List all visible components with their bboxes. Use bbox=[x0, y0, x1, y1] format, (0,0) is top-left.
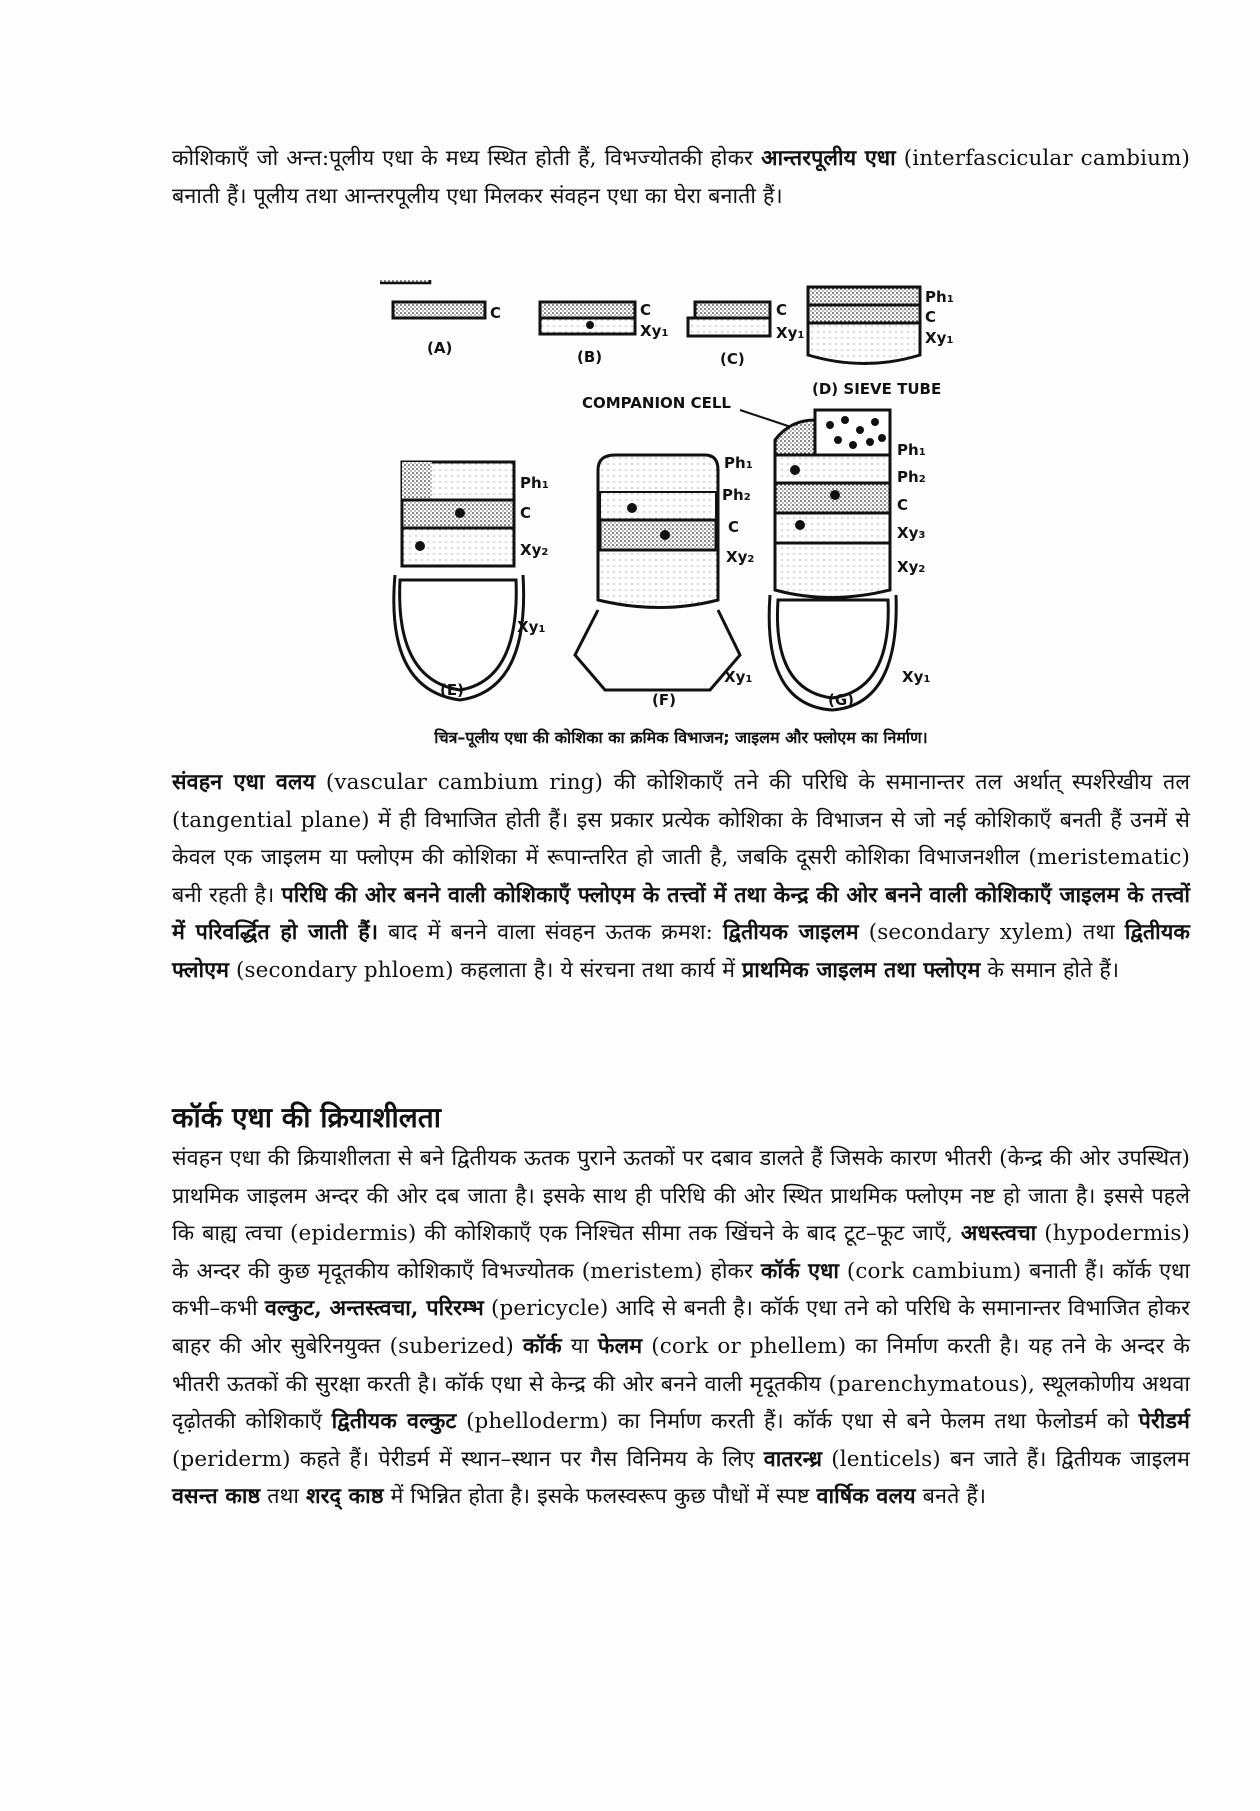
label-ph2: Ph2 bbox=[722, 486, 751, 504]
text-run: (cork cambium) बनाती हैं। कॉर्क एधा कभी–कभी bbox=[172, 1258, 1191, 1322]
label-c: C bbox=[776, 301, 788, 319]
label-c: C bbox=[925, 308, 937, 326]
bold-term: वल्कुट, अन्तस्त्वचा, परिरम्भ bbox=[264, 1296, 484, 1322]
paragraph-vascular-cambium-ring bbox=[172, 764, 1190, 990]
text-run: (interfascicular cambium) बनाती हैं। पूलीय तथा आन्तरपूलीय एधा मिलकर संवहन एधा का घेरा बनाती हैं। bbox=[172, 146, 1190, 209]
label-xy1: Xy1 bbox=[640, 322, 669, 340]
figure-caption: चित्र–पूलीय एधा की कोशिका का क्रमिक विभाजन; जाइलम और फ्लोएम का निर्माण। bbox=[434, 728, 928, 747]
label-ph1: Ph1 bbox=[520, 474, 549, 492]
paragraph-cork-cambium-activity bbox=[172, 1140, 1190, 1516]
text-run: बनते हैं। bbox=[915, 1484, 987, 1510]
bold-term: कॉर्क एधा bbox=[760, 1258, 840, 1284]
text-run: (pericycle) आदि से बनती है। कॉर्क एधा तने को परिधि के समानान्तर विभाजित होकर बाहर की ओर सुबेरिनयुक्त (suberized) bbox=[172, 1296, 1190, 1359]
text-run: तथा bbox=[260, 1484, 306, 1510]
label-xy2: Xy2 bbox=[897, 558, 926, 576]
label-c: C bbox=[490, 304, 502, 322]
label-xy2: Xy2 bbox=[520, 541, 549, 559]
label-ph1: Ph1 bbox=[897, 441, 926, 459]
bold-term: प्राथमिक जाइलम तथा फ्लोएम bbox=[742, 957, 981, 983]
label-ph1: Ph1 bbox=[724, 454, 753, 472]
sieve-tube-label: (D) SIEVE TUBE bbox=[812, 380, 942, 398]
label-c: C bbox=[520, 504, 532, 522]
text-run: (lenticels) बन जाते हैं। द्वितीयक जाइलम bbox=[822, 1446, 1190, 1472]
bold-term: वातरन्ध्र bbox=[763, 1446, 823, 1472]
bold-term: फेलम bbox=[597, 1333, 643, 1359]
text-run: में भिन्नित होता है। इसके फलस्वरूप कुछ पौधों में स्पष्ट bbox=[383, 1484, 817, 1510]
label-xy1: Xy1 bbox=[902, 668, 931, 686]
companion-cell-label: COMPANION CELL bbox=[582, 394, 731, 412]
panel-a bbox=[380, 280, 430, 283]
figure-illustration bbox=[380, 280, 1000, 720]
paragraph-interfascicular-cambium bbox=[172, 140, 1190, 215]
panel-label-g: (G) bbox=[828, 691, 855, 709]
text-run: (periderm) कहते हैं। पेरीडर्म में स्थान–स्थान पर गैस विनिमय के लिए bbox=[172, 1446, 764, 1472]
bold-term: वसन्त काष्ठ bbox=[172, 1484, 261, 1510]
text-run: के समान होते हैं। bbox=[980, 957, 1120, 983]
bold-term: द्वितीयक फ्लोएम bbox=[172, 920, 1190, 983]
label-xy3: Xy3 bbox=[897, 524, 926, 542]
text-run: बाद में बनने वाला संवहन ऊतक क्रमश: bbox=[378, 920, 723, 946]
bold-term: आन्तरपूलीय एधा bbox=[761, 146, 896, 171]
bold-term: वार्षिक वलय bbox=[816, 1484, 916, 1510]
label-xy1: Xy1 bbox=[925, 329, 954, 347]
bold-term: द्वितीयक जाइलम bbox=[722, 920, 859, 946]
bold-term: पेरीडर्म bbox=[1138, 1409, 1190, 1435]
panel-label-c: (C) bbox=[720, 350, 745, 368]
section-heading-cork-cambium: कॉर्क एधा की क्रियाशीलता bbox=[172, 1101, 441, 1134]
label-c: C bbox=[897, 496, 909, 514]
text-run: (secondary xylem) तथा bbox=[858, 920, 1125, 946]
text-run: (cork or phellem) का निर्माण करती है। यह तने के अन्दर के भीतरी ऊतकों की सुरक्षा करती है। कॉर्क एधा से केन्द्र की ओर बनने वाली मृदूतकीय (parenchymatous), स्थूलकोणीय अथवा दृढ़ोतकी कोशिकाएँ bbox=[172, 1333, 1190, 1435]
text-run: (hypodermis) के अन्दर की कुछ मृदूतकीय कोशिकाएँ विभज्योतक (meristem) होकर bbox=[172, 1221, 1190, 1284]
label-ph1: Ph1 bbox=[925, 288, 954, 306]
cambium-division-figure bbox=[380, 280, 1000, 720]
text-run: संवहन एधा की क्रियाशीलता से बने द्वितीयक ऊतक पुराने ऊतकों पर दबाव डालते हैं जिसके कारण भीतरी (केन्द्र की ओर उपस्थित) प्राथमिक जाइलम अन्दर की ओर दब जाता है। इसके साथ ही परिधि की ओर स्थित प्राथमिक फ्लोएम नष्ट हो जाता है। इससे पहले कि बाह्य त्वचा (epidermis) की कोशिकाएँ एक निश्चित सीमा तक खिंचने के बाद टूट–फूट जाएँ, bbox=[172, 1146, 1190, 1247]
label-c: C bbox=[640, 301, 652, 319]
label-c: C bbox=[728, 518, 740, 536]
text-run: (secondary phloem) कहलाता है। ये संरचना तथा कार्य में bbox=[229, 957, 743, 983]
label-ph2: Ph2 bbox=[897, 468, 926, 486]
bold-term: शरद् काष्ठ bbox=[305, 1484, 384, 1510]
text-run: (vascular cambium ring) की कोशिकाएँ तने की परिधि के समानान्तर तल अर्थात् स्पर्शरेखीय तल (tangential plane) में ही विभाजित होती हैं। इस प्रकार प्रत्येक कोशिका के विभाजन से जो नई कोशिकाएँ बनती हैं उनमें से केवल एक जाइलम या फ्लोएम की कोशिका में रूपान्तरित हो जाती है, जबकि दूसरी कोशिका विभाजनशील (meristematic) बनी रहती है। bbox=[172, 770, 1190, 908]
text-run: (phelloderm) का निर्माण करती हैं। कॉर्क एधा से बने फेलम तथा फेलोडर्म को bbox=[456, 1409, 1139, 1435]
panel-label-e: (E) bbox=[440, 681, 464, 699]
label-xy1: Xy1 bbox=[776, 324, 805, 342]
text-run: कोशिकाएँ जो अन्त:पूलीय एधा के मध्य स्थित होती हैं, विभज्योतकी होकर bbox=[172, 146, 762, 171]
text-run: या bbox=[561, 1333, 598, 1359]
bold-term: कॉर्क bbox=[522, 1333, 562, 1359]
panel-label-f: (F) bbox=[652, 691, 676, 709]
bold-term: परिधि की ओर बनने वाली कोशिकाएँ फ्लोएम के तत्त्वों में तथा केन्द्र की ओर बनने वाली कोशिकाएँ जाइलम के तत्त्वों में परिवर्द्धित हो जाती हैं। bbox=[172, 882, 1190, 946]
bold-term: संवहन एधा वलय bbox=[172, 770, 316, 795]
bold-term: अधस्त्वचा bbox=[960, 1221, 1037, 1247]
bold-term: द्वितीयक वल्कुट bbox=[331, 1409, 457, 1435]
panel-label-a: (A) bbox=[427, 339, 453, 357]
label-xy1: Xy1 bbox=[517, 618, 546, 636]
label-xy1: Xy1 bbox=[724, 668, 753, 686]
panel-label-b: (B) bbox=[577, 348, 603, 366]
label-xy2: Xy2 bbox=[726, 548, 755, 566]
